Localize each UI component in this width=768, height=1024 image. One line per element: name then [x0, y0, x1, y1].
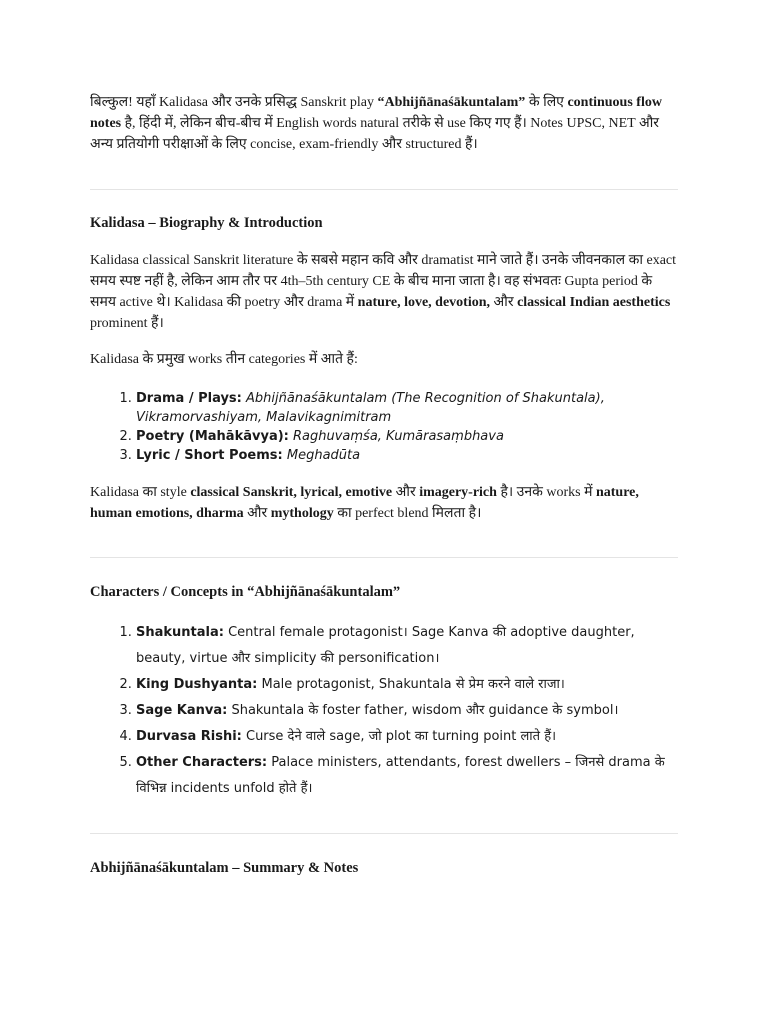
character-description: Central female protagonist। Sage Kanva की adoptive daughter, beauty, virtue और simplicity की personification।: [136, 625, 635, 666]
works-item-text: Raghuvaṃśa, Kumārasaṃbhava: [293, 429, 504, 444]
character-list-item: [136, 698, 678, 724]
bio-p1-bold-1: nature, love, devotion,: [357, 295, 491, 310]
bio-p3-text-1: Kalidasa का style: [90, 485, 191, 500]
bio-heading: Kalidasa – Biography & Introduction: [90, 215, 323, 231]
character-description: Male protagonist, Shakuntala से प्रेम करने वाले राजा।: [257, 677, 565, 692]
intro-text-1: बिल्कुल! यहाँ Kalidasa और उनके प्रसिद्ध Sanskrit play: [90, 95, 378, 110]
bio-paragraph-2: Kalidasa के प्रमुख works तीन categories में आते हैं:: [90, 352, 358, 367]
bio-p1-text-3: prominent हैं।: [90, 316, 164, 331]
intro-text-2: के लिए: [525, 95, 568, 110]
bio-p3-text-4: और: [243, 506, 271, 521]
character-list-item: [136, 724, 678, 750]
bio-paragraph-1: [90, 250, 678, 334]
intro-text-3: है, हिंदी में, लेकिन बीच-बीच में English words natural तरीके से use किए गए हैं। Notes UPSC, NET और अन्य प्रतियोगी परीक्षाओं के लिए concise, exam-friendly और structured हैं।: [90, 116, 659, 152]
works-item-text: Meghadūta: [286, 448, 361, 463]
bio-p3-bold-3: nature, human emotions, dharma: [90, 485, 639, 521]
works-item-label: Lyric / Short Poems:: [136, 448, 283, 463]
characters-list: [90, 620, 678, 802]
bio-p3-text-2: और: [392, 485, 420, 500]
works-list-item: [136, 446, 678, 465]
character-list-item: [136, 620, 678, 672]
divider-2: [90, 557, 678, 558]
bio-p1-bold-2: classical Indian aesthetics: [517, 295, 671, 310]
divider-3: [90, 833, 678, 834]
character-description: Shakuntala के foster father, wisdom और guidance के symbol।: [227, 703, 619, 718]
character-description: Curse देने वाले sage, जो plot का turning point लाते हैं।: [241, 729, 557, 744]
bio-p1-text-2: और: [490, 295, 518, 310]
works-item-text: Abhijñānaśākuntalam (The Recognition of Shakuntala), Vikramorvashiyam, Malavikagnimitram: [136, 391, 605, 425]
bio-p3-bold-1: classical Sanskrit, lyrical, emotive: [190, 485, 393, 500]
bio-paragraph-3: [90, 482, 678, 524]
bio-p3-text-3: है। उनके works में: [496, 485, 596, 500]
works-list-item: [136, 389, 678, 427]
character-name: Shakuntala:: [136, 625, 224, 640]
works-list: [90, 389, 678, 465]
bio-p3-text-5: का perfect blend मिलता है।: [333, 506, 482, 521]
bio-p3-bold-4: mythology: [270, 506, 334, 521]
character-list-item: [136, 672, 678, 698]
bio-p3-bold-2: imagery-rich: [419, 485, 497, 500]
characters-heading: Characters / Concepts in “Abhijñānaśākuntalam”: [90, 584, 401, 600]
intro-bold-notes: continuous flow notes: [90, 95, 662, 131]
summary-heading: Abhijñānaśākuntalam – Summary & Notes: [90, 860, 359, 876]
bio-p1-text-1: Kalidasa classical Sanskrit literature के सबसे महान कवि और dramatist माने जाते हैं। उनके जीवनकाल का exact समय स्पष्ट नहीं है, लेकिन आम तौर पर 4th–5th century CE के बीच माना जाता है। वह संभवतः Gupta period के समय active थे। Kalidasa की poetry और drama में: [90, 253, 677, 310]
intro-bold-play-title: “Abhijñānaśākuntalam”: [377, 95, 526, 110]
character-name: Sage Kanva:: [136, 703, 228, 718]
works-item-label: Poetry (Mahākāvya):: [136, 429, 289, 444]
character-name: Durvasa Rishi:: [136, 729, 242, 744]
character-list-item: [136, 750, 678, 802]
works-item-label: Drama / Plays:: [136, 391, 242, 406]
works-list-item: [136, 427, 678, 446]
intro-paragraph: [90, 92, 680, 155]
character-description: Palace ministers, attendants, forest dwellers – जिनसे drama के विभिन्न incidents unfold होते हैं।: [136, 755, 665, 796]
character-name: King Dushyanta:: [136, 677, 258, 692]
divider-1: [90, 189, 678, 190]
character-name: Other Characters:: [136, 755, 268, 770]
